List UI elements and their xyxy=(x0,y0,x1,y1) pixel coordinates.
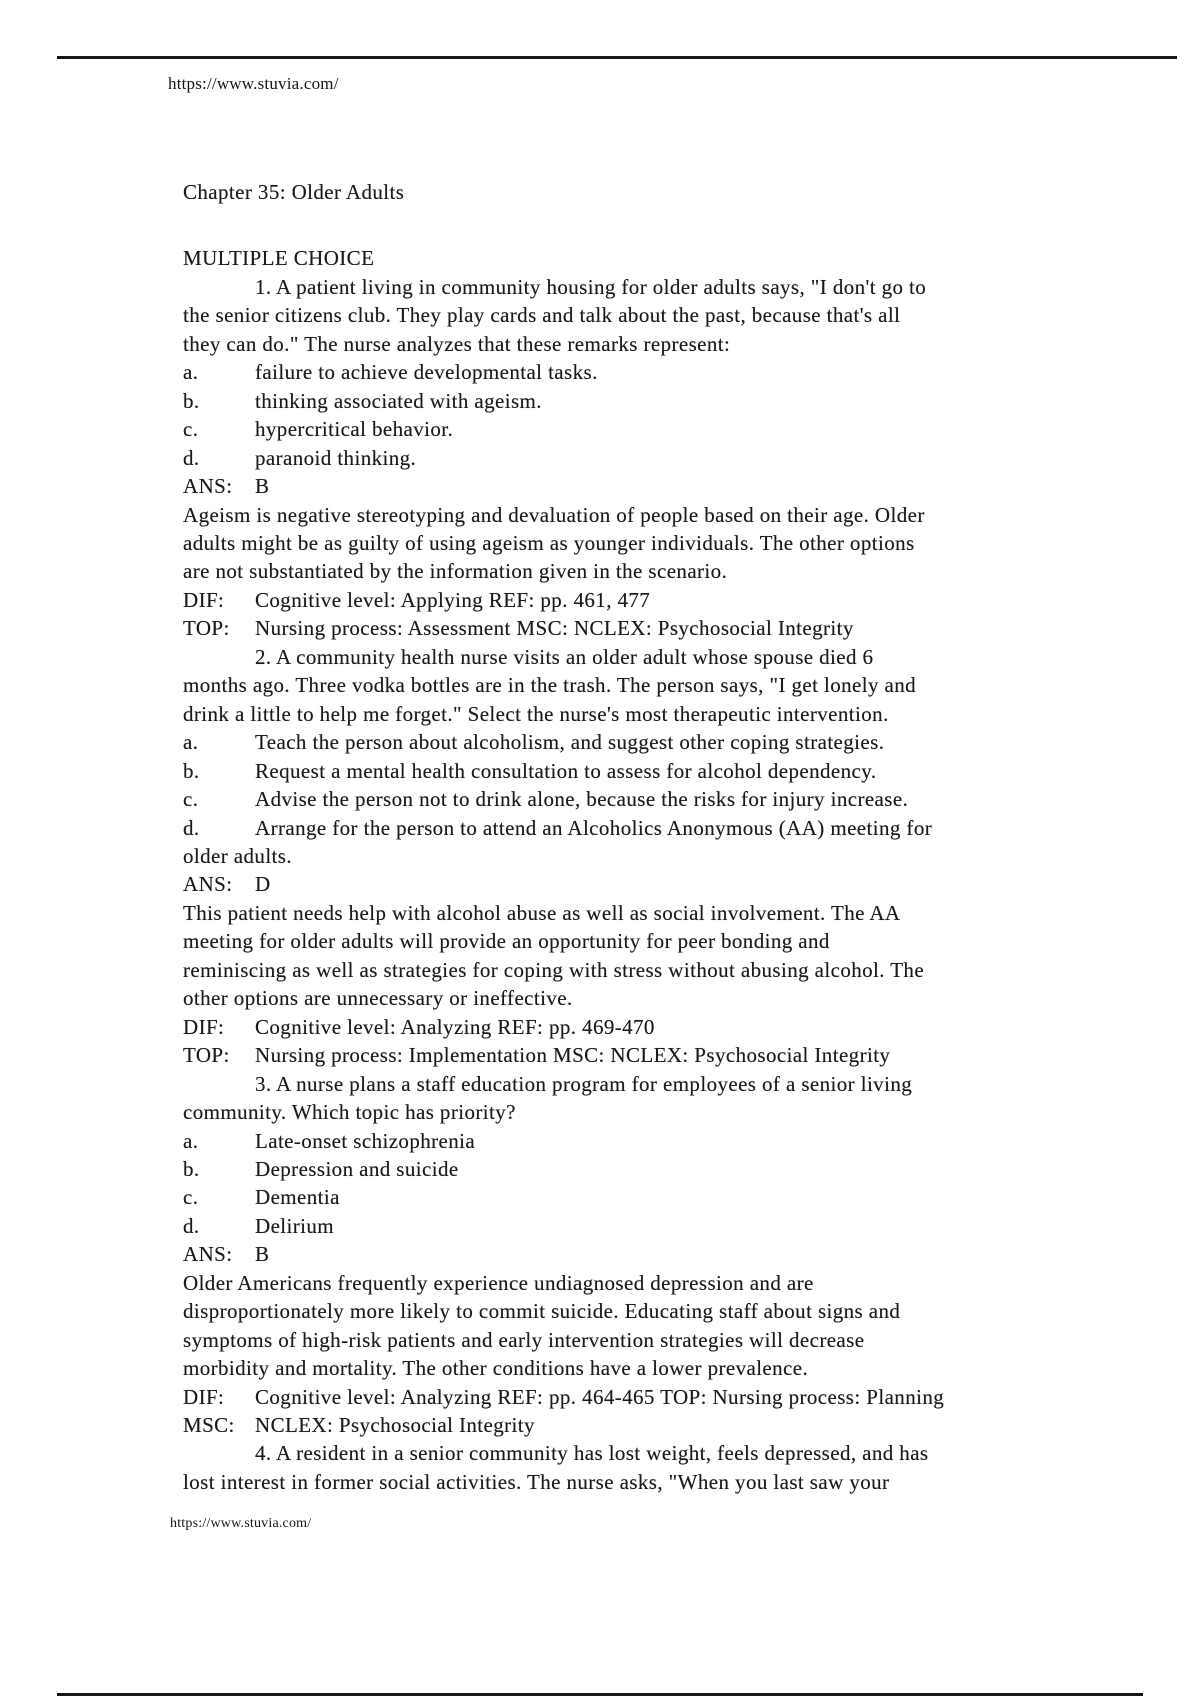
rationale-line: other options are unnecessary or ineffective. xyxy=(183,986,573,1011)
answer-label: ANS: xyxy=(183,474,233,499)
meta-text: Cognitive level: Applying REF: pp. 461, 477 xyxy=(255,587,651,612)
question-stem-line: the senior citizens club. They play cards and talk about the past, because that's all xyxy=(183,303,901,328)
rationale-line: meeting for older adults will provide an opportunity for peer bonding and xyxy=(183,929,830,954)
option-row xyxy=(183,1212,1083,1240)
question-stem-line: community. Which topic has priority? xyxy=(183,1100,516,1125)
option-row xyxy=(183,785,1083,813)
question-stem-line: drink a little to help me forget." Select the nurse's most therapeutic intervention. xyxy=(183,701,889,726)
meta-label: DIF: xyxy=(183,1014,225,1039)
option-row xyxy=(183,1155,1083,1183)
option-row xyxy=(183,444,1083,472)
rationale-line: symptoms of high-risk patients and early intervention strategies will decrease xyxy=(183,1327,865,1352)
question-stem-line: 2. A community health nurse visits an older adult whose spouse died 6 xyxy=(255,644,874,669)
chapter-title: Chapter 35: Older Adults xyxy=(183,180,405,204)
option-row xyxy=(183,387,1083,415)
page-bottom-rule xyxy=(57,1693,1143,1696)
option-text: Request a mental health consultation to assess for alcohol dependency. xyxy=(255,758,877,783)
option-text: Delirium xyxy=(255,1213,335,1238)
option-letter: b. xyxy=(183,1156,200,1181)
rationale-line: Older Americans frequently experience undiagnosed depression and are xyxy=(183,1270,814,1295)
section-heading: MULTIPLE CHOICE xyxy=(183,246,375,271)
meta-row xyxy=(183,1041,1083,1069)
rationale-line: This patient needs help with alcohol abuse as well as social involvement. The AA xyxy=(183,900,901,925)
question-stem-line: 4. A resident in a senior community has lost weight, feels depressed, and has xyxy=(255,1441,929,1466)
option-letter: b. xyxy=(183,758,200,783)
answer-value: B xyxy=(255,474,270,499)
option-text: Advise the person not to drink alone, because the risks for injury increase. xyxy=(255,787,909,812)
option-letter: d. xyxy=(183,1213,200,1238)
rationale-line: disproportionately more likely to commit suicide. Educating staff about signs and xyxy=(183,1299,901,1324)
question-2 xyxy=(183,643,1083,1070)
option-text: Teach the person about alcoholism, and suggest other coping strategies. xyxy=(255,730,885,755)
meta-row xyxy=(183,614,1083,642)
question-stem-line: 3. A nurse plans a staff education program for employees of a senior living xyxy=(255,1071,913,1096)
meta-text: NCLEX: Psychosocial Integrity xyxy=(255,1413,535,1438)
answer-row xyxy=(183,472,1083,500)
option-row xyxy=(183,757,1083,785)
header-url: https://www.stuvia.com/ xyxy=(168,74,339,93)
answer-value: B xyxy=(255,1242,270,1267)
question-stem-line: lost interest in former social activities. The nurse asks, "When you last saw your xyxy=(183,1469,890,1494)
answer-row xyxy=(183,870,1083,898)
option-text: failure to achieve developmental tasks. xyxy=(255,360,598,385)
meta-row xyxy=(183,1383,1083,1411)
rationale-line: adults might be as guilty of using ageism as younger individuals. The other options xyxy=(183,530,915,555)
option-letter: a. xyxy=(183,1128,199,1153)
meta-row xyxy=(183,1411,1083,1439)
option-letter: c. xyxy=(183,787,199,812)
rationale-line: are not substantiated by the information given in the scenario. xyxy=(183,559,728,584)
option-text: thinking associated with ageism. xyxy=(255,388,542,413)
meta-text: Nursing process: Assessment MSC: NCLEX: Psychosocial Integrity xyxy=(255,616,854,641)
meta-label: DIF: xyxy=(183,1384,225,1409)
page-top-rule xyxy=(57,56,1177,59)
option-row xyxy=(183,1127,1083,1155)
answer-label: ANS: xyxy=(183,1242,233,1267)
option-row xyxy=(183,1183,1083,1211)
option-text: hypercritical behavior. xyxy=(255,417,454,442)
option-row xyxy=(183,728,1083,756)
option-text: paranoid thinking. xyxy=(255,445,417,470)
answer-label: ANS: xyxy=(183,872,233,897)
question-1 xyxy=(183,273,1083,643)
option-text: Late-onset schizophrenia xyxy=(255,1128,476,1153)
meta-label: DIF: xyxy=(183,587,225,612)
footer-url: https://www.stuvia.com/ xyxy=(170,1516,312,1531)
meta-text: Cognitive level: Analyzing REF: pp. 464-465 TOP: Nursing process: Planning xyxy=(255,1384,945,1409)
option-letter: a. xyxy=(183,360,199,385)
answer-row xyxy=(183,1240,1083,1268)
document-body xyxy=(183,178,1083,1496)
option-text: Depression and suicide xyxy=(255,1156,459,1181)
rationale-line: reminiscing as well as strategies for coping with stress without abusing alcohol. The xyxy=(183,957,925,982)
option-letter: a. xyxy=(183,730,199,755)
question-4 xyxy=(183,1439,1083,1496)
option-letter: c. xyxy=(183,1185,199,1210)
question-3 xyxy=(183,1070,1083,1440)
option-letter: d. xyxy=(183,445,200,470)
meta-row xyxy=(183,586,1083,614)
meta-label: TOP: xyxy=(183,616,230,641)
option-row xyxy=(183,415,1083,443)
meta-row xyxy=(183,1013,1083,1041)
meta-text: Cognitive level: Analyzing REF: pp. 469-470 xyxy=(255,1014,655,1039)
answer-value: D xyxy=(255,872,271,897)
option-letter: d. xyxy=(183,815,200,840)
option-letter: b. xyxy=(183,388,200,413)
rationale-line: Ageism is negative stereotyping and devaluation of people based on their age. Older xyxy=(183,502,925,527)
meta-label: MSC: xyxy=(183,1413,235,1438)
question-stem-line: they can do." The nurse analyzes that these remarks represent: xyxy=(183,331,731,356)
option-row xyxy=(183,358,1083,386)
option-continuation-line: older adults. xyxy=(183,843,293,868)
meta-label: TOP: xyxy=(183,1043,230,1068)
question-stem-line: months ago. Three vodka bottles are in the trash. The person says, "I get lonely and xyxy=(183,673,917,698)
blank-line xyxy=(183,206,1083,244)
meta-text: Nursing process: Implementation MSC: NCLEX: Psychosocial Integrity xyxy=(255,1043,891,1068)
option-row xyxy=(183,814,1083,842)
option-text: Dementia xyxy=(255,1185,340,1210)
option-letter: c. xyxy=(183,417,199,442)
question-stem-line: 1. A patient living in community housing for older adults says, "I don't go to xyxy=(255,274,927,299)
rationale-line: morbidity and mortality. The other conditions have a lower prevalence. xyxy=(183,1356,809,1381)
option-text: Arrange for the person to attend an Alcoholics Anonymous (AA) meeting for xyxy=(255,815,933,840)
